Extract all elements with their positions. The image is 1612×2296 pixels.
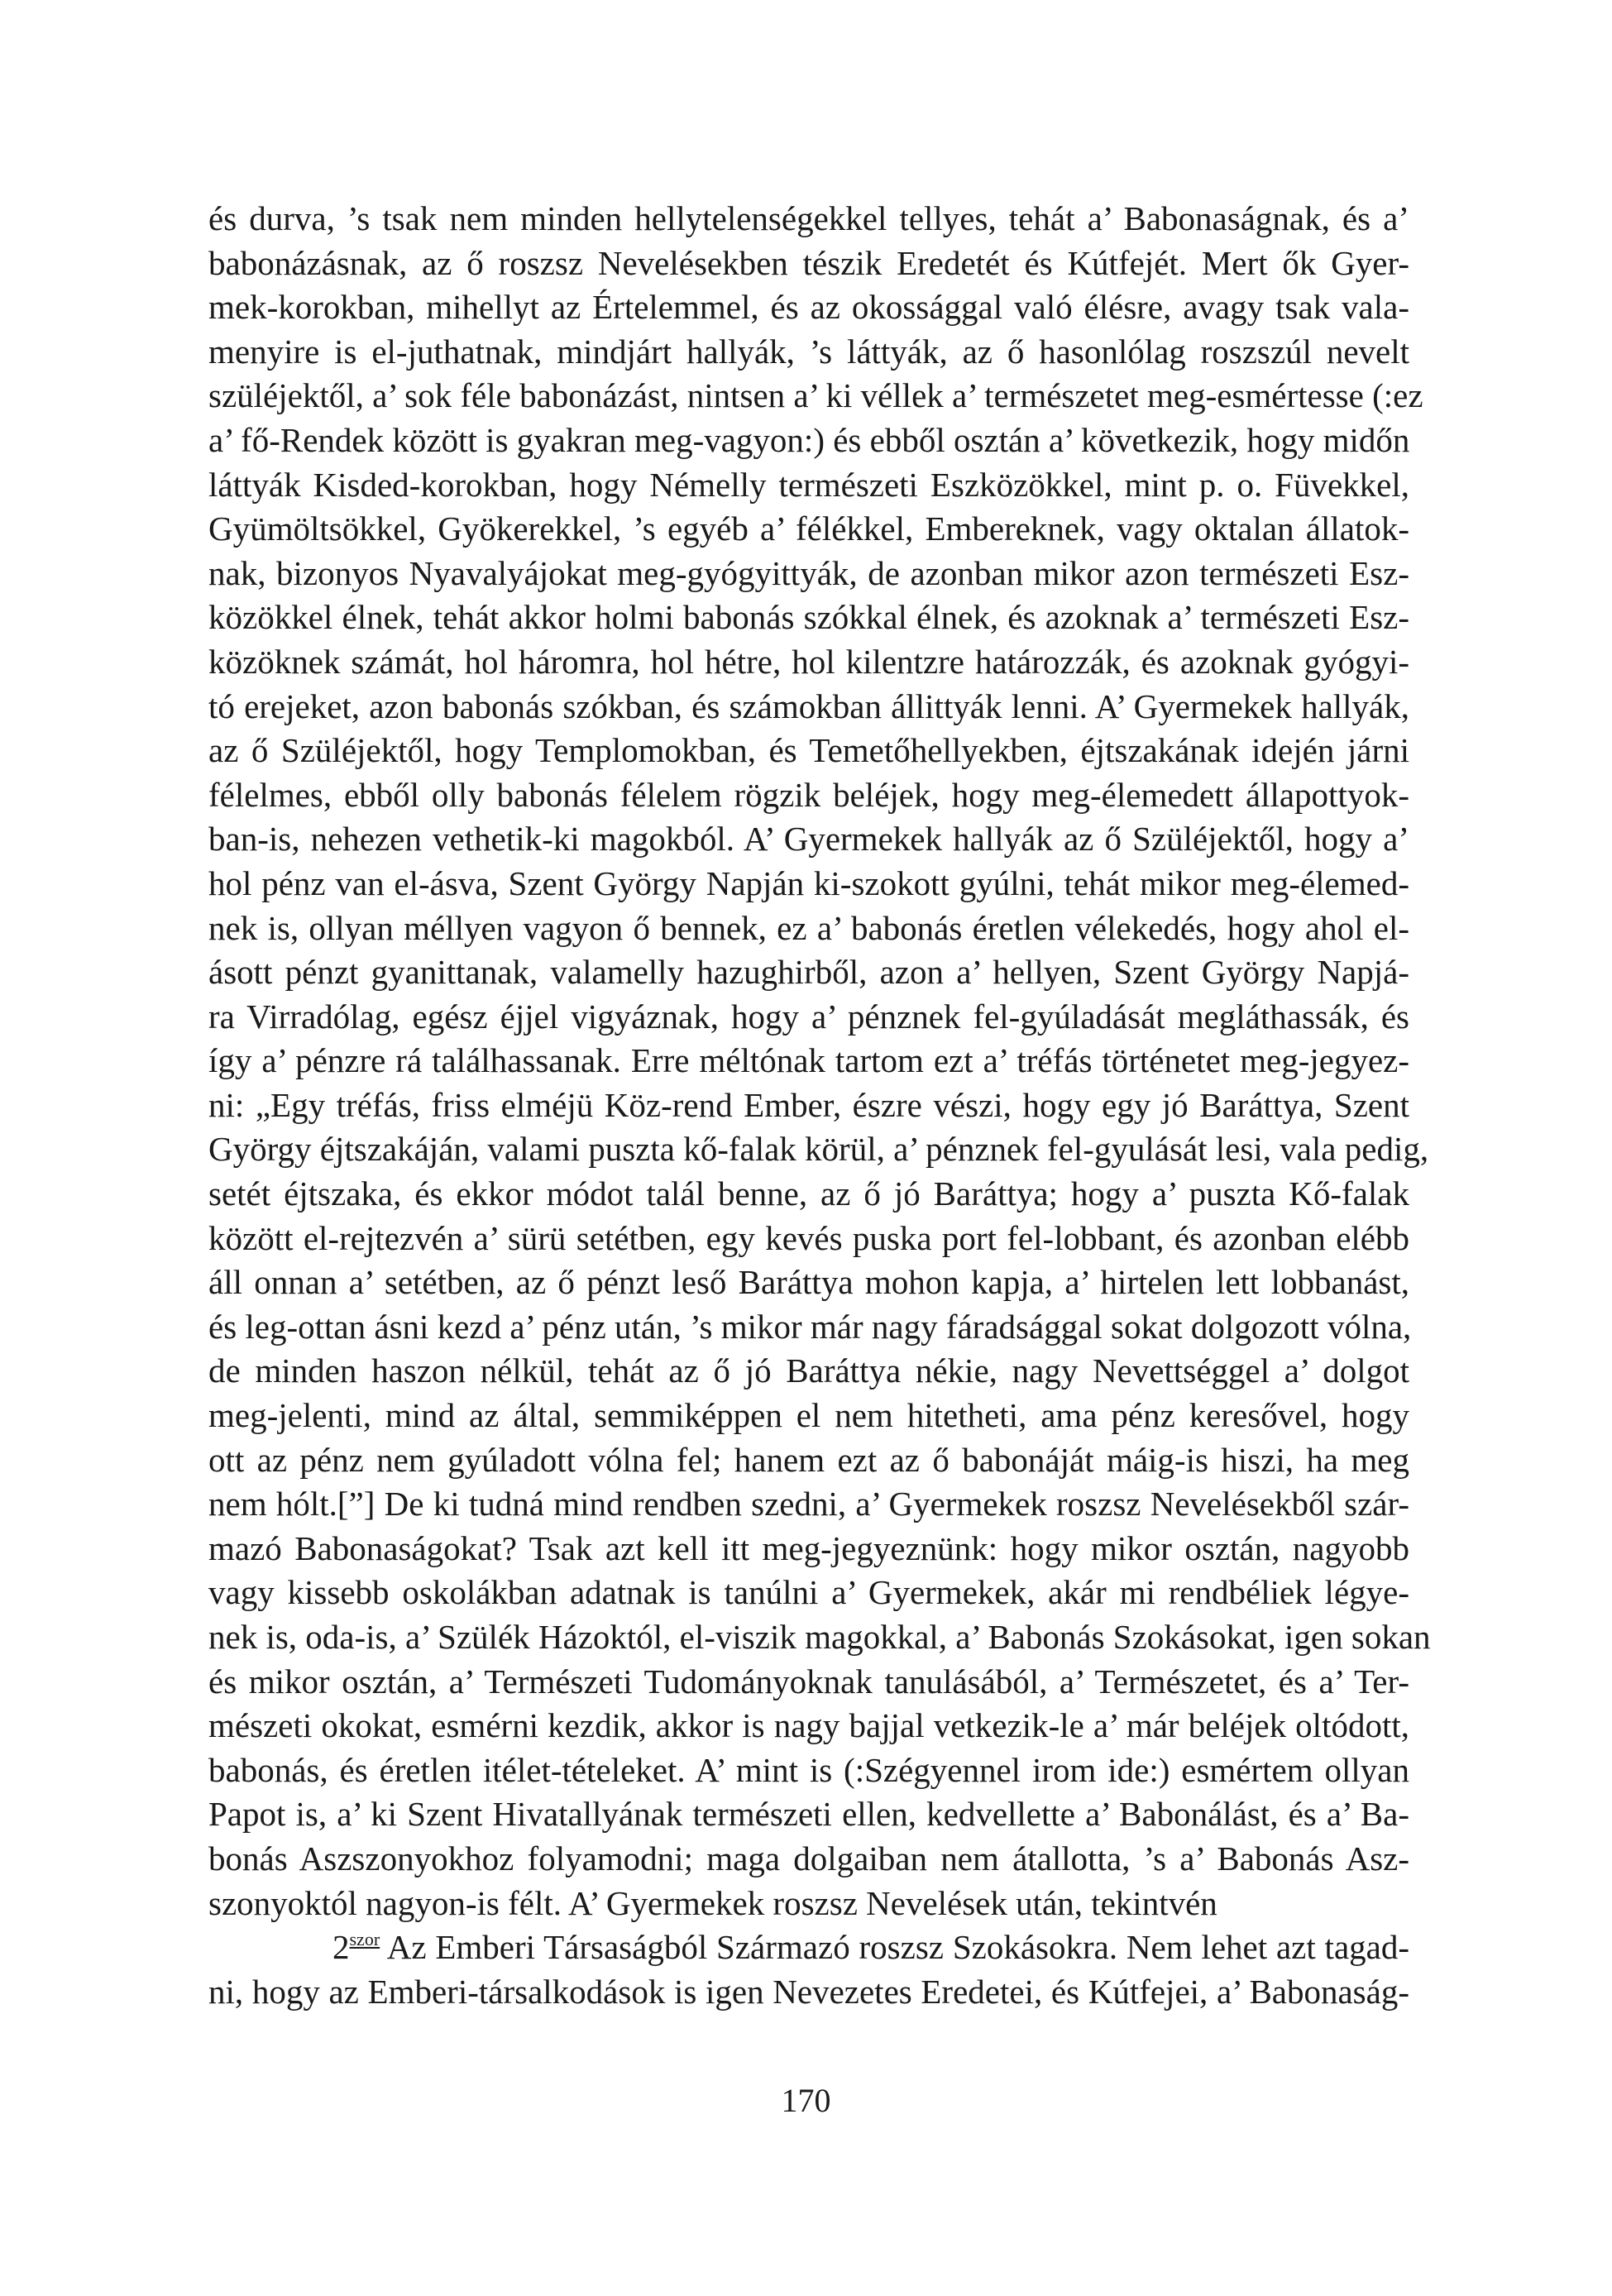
text-line: ni: „Egy tréfás, friss elméjü Köz-rend Ember, észre vészi, hogy egy jó Baráttya, Szent <box>208 1085 1409 1124</box>
text-line: nek is, oda-is, a’ Szülék Házoktól, el-viszik magokkal, a’ Babonás Szokásokat, igen sokan <box>208 1618 1431 1656</box>
ordinal-suffix: szor <box>349 1929 380 1950</box>
text-line: és leg-ottan ásni kezd a’ pénz után, ’s mikor már nagy fáradsággal sokat dolgozott vólna, <box>208 1307 1412 1346</box>
text-line: félelmes, ebből olly babonás félelem rögzik beléjek, hogy meg-élemedett állapottyok- <box>208 775 1409 814</box>
paragraph-1 <box>208 197 1431 1925</box>
text-line: és mikor osztán, a’ Természeti Tudományoknak tanulásából, a’ Természetet, és a’ Ter- <box>208 1662 1409 1700</box>
text-line: láttyák Kisded-korokban, hogy Némelly természeti Eszközökkel, mint p. o. Füvekkel, <box>208 465 1409 504</box>
text-line: szonyoktól nagyon-is félt. A’ Gyermekek roszsz Nevelések után, tekintvén <box>208 1883 1217 1922</box>
text-line: menyire is el-juthatnak, mindjárt hallyák, ’s láttyák, az ő hasonlólag roszszúl nevelt <box>208 332 1409 371</box>
paragraph-2-line-1 <box>208 1925 1409 1970</box>
text-line: ra Virradólag, egész éjjel vigyáznak, hogy a’ pénznek fel-gyúladását megláthassák, és <box>208 997 1409 1036</box>
text-line: ban-is, nehezen vethetik-ki magokból. A’ Gyermekek hallyák az ő Szüléjektől, hogy a’ <box>208 820 1409 859</box>
text-line: mek-korokban, mihellyt az Értelemmel, és az okossággal való élésre, avagy tsak vala- <box>208 288 1409 327</box>
text-line: ásott pénzt gyanittanak, valamelly hazughirből, azon a’ hellyen, Szent György Napjá- <box>208 953 1409 992</box>
text-line: közökkel élnek, tehát akkor holmi babonás szókkal élnek, és azoknak a’ természeti Esz- <box>208 598 1409 637</box>
text-line: setét éjtszaka, és ekkor módot talál benne, az ő jó Baráttya; hogy a’ puszta Kő-falak <box>208 1174 1409 1213</box>
text-line: így a’ pénzre rá találhassanak. Erre méltónak tartom ezt a’ tréfás történetet meg-jegyez- <box>208 1041 1409 1080</box>
text-line: Gyümöltsökkel, Gyökerekkel, ’s egyéb a’ félékkel, Embereknek, vagy oktalan állatok- <box>208 509 1409 548</box>
text-line: áll onnan a’ setétben, az ő pénzt leső Baráttya mohon kapja, a’ hirtelen lett lobbanást, <box>208 1263 1409 1302</box>
ordinal-marker <box>332 1928 380 1966</box>
page-number: 170 <box>781 2082 831 2119</box>
text-line: tó erejeket, azon babonás szókban, és számokban állittyák lenni. A’ Gyermekek hallyák, <box>208 686 1409 725</box>
text-line: mészeti okokat, esmérni kezdik, akkor is nagy bajjal vetkezik-le a’ már beléjek oltódott, <box>208 1706 1409 1745</box>
paragraph-2 <box>208 1925 1409 2014</box>
text-line: és durva, ’s tsak nem minden hellytelenségekkel tellyes, tehát a’ Babonaságnak, és a’ <box>208 199 1409 237</box>
text-line: a’ fő-Rendek között is gyakran meg-vagyon:) és ebből osztán a’ következik, hogy midőn <box>208 420 1410 459</box>
text-line: mazó Babonaságokat? Tsak azt kell itt meg-jegyeznünk: hogy mikor osztán, nagyobb <box>208 1528 1409 1567</box>
text-line: között el-rejtezvén a’ sürü setétben, egy kevés puska port fel-lobbant, és azonban elébb <box>208 1218 1409 1257</box>
paragraph-2-line-2: ni, hogy az Emberi-társalkodások is igen Nevezetes Eredetei, és Kútfejei, a’ Babonaság- <box>208 1972 1409 2011</box>
text-line: hol pénz van el-ásva, Szent György Napján ki-szokott gyúlni, tehát mikor meg-élemed- <box>208 863 1409 902</box>
text-line: de minden haszon nélkül, tehát az ő jó Baráttya nékie, nagy Nevettséggel a’ dolgot <box>208 1351 1409 1390</box>
text-line: vagy kissebb oskolákban adatnak is tanúlni a’ Gyermekek, akár mi rendbéliek légye- <box>208 1573 1409 1612</box>
text-line: Papot is, a’ ki Szent Hivatallyának természeti ellen, kedvellette a’ Babonálást, és a’ Ba- <box>208 1795 1409 1834</box>
text-line: György éjtszakáján, valami puszta kő-falak körül, a’ pénznek fel-gyulását lesi, vala pedig, <box>208 1130 1429 1169</box>
body-text <box>208 197 1431 2014</box>
text-line: az ő Szüléjektől, hogy Templomokban, és Temetőhellyekben, éjtszakának idején járni <box>208 731 1409 770</box>
paragraph-2-line-1-text: Az Emberi Társaságból Származó roszsz Szokásokra. Nem lehet azt tagad- <box>380 1928 1409 1967</box>
text-line: nak, bizonyos Nyavalyájokat meg-gyógyittyák, de azonban mikor azon természeti Esz- <box>208 553 1409 592</box>
text-line: babonás, és éretlen itélet-tételeket. A’ mint is (:Szégyennel irom ide:) esmértem ollyan <box>208 1750 1409 1789</box>
text-line: közöknek számát, hol háromra, hol hétre, hol kilentzre határozzák, és azoknak gyógyi- <box>208 642 1409 681</box>
text-line: szüléjektől, a’ sok féle babonázást, nintsen a’ ki véllek a’ természetet meg-esmértesse (:ez <box>208 376 1423 415</box>
text-line: bonás Aszszonyokhoz folyamodni; maga dolgaiban nem átallotta, ’s a’ Babonás Asz- <box>208 1839 1409 1877</box>
text-line: babonázásnak, az ő roszsz Nevelésekben tészik Eredetét és Kútfejét. Mert ők Gyer- <box>208 243 1409 282</box>
text-line: meg-jelenti, mind az által, semmiképpen el nem hitetheti, ama pénz keresővel, hogy <box>208 1396 1409 1435</box>
text-line: nek is, ollyan méllyen vagyon ő bennek, ez a’ babonás éretlen vélekedés, hogy ahol el- <box>208 908 1409 947</box>
text-line: ott az pénz nem gyúladott vólna fel; hanem ezt az ő babonáját máig-is hiszi, ha meg <box>208 1440 1409 1479</box>
ordinal-number: 2 <box>332 1928 350 1967</box>
text-line: nem hólt.[”] De ki tudná mind rendben szedni, a’ Gyermekek roszsz Nevelésekből szár- <box>208 1485 1409 1523</box>
